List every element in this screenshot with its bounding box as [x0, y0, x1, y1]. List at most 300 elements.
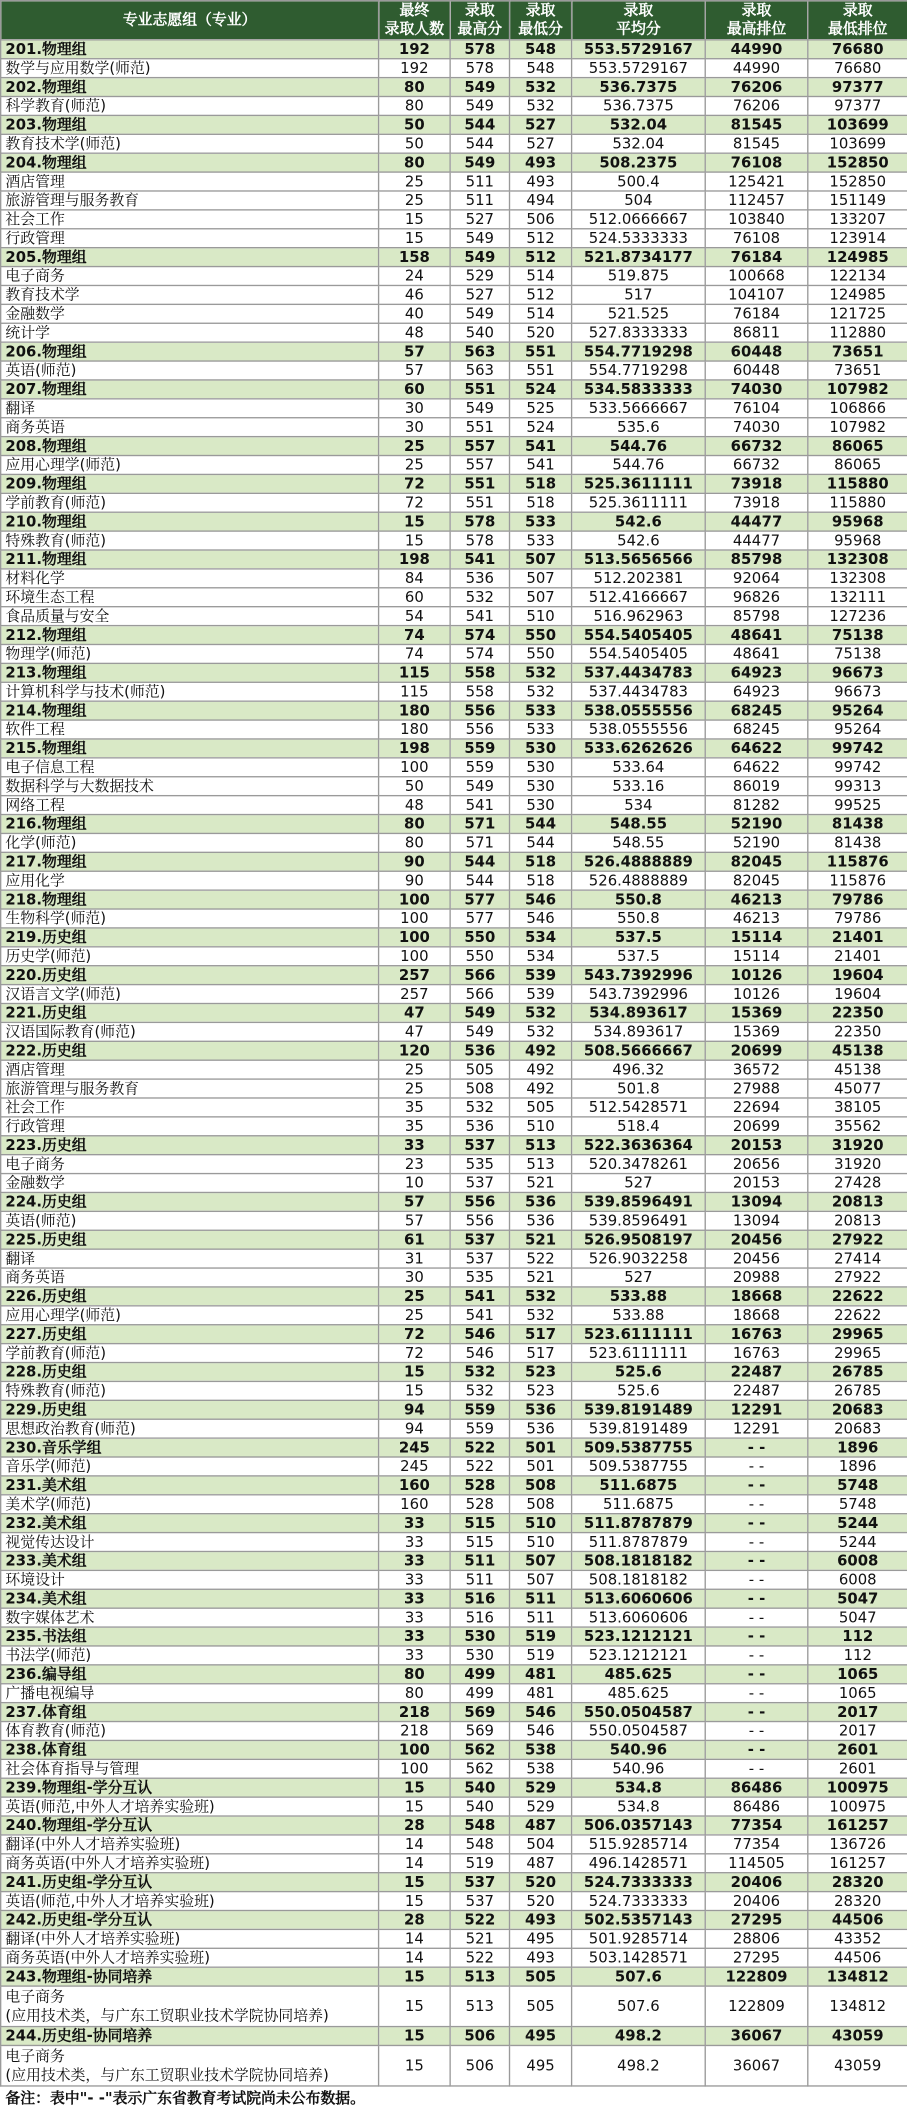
max-score-cell: 506	[450, 2027, 509, 2046]
enroll-count-cell: 14	[379, 1948, 451, 1967]
major-name-cell: 商务英语	[1, 1268, 379, 1287]
enroll-count-cell: 33	[379, 1570, 451, 1589]
worst-rank-cell: 38105	[808, 1098, 907, 1117]
min-score-cell: 512	[510, 285, 572, 304]
avg-score-cell: 511.6875	[572, 1495, 706, 1514]
worst-rank-cell: 97377	[808, 97, 907, 116]
avg-score-cell: 485.625	[572, 1684, 706, 1703]
worst-rank-cell: 22622	[808, 1306, 907, 1325]
min-score-cell: 539	[510, 966, 572, 985]
group-name-cell: 238.体育组	[1, 1740, 379, 1759]
enroll-count-cell: 120	[379, 1041, 451, 1060]
major-row	[1, 399, 907, 418]
max-score-cell: 516	[450, 1608, 509, 1627]
min-score-cell: 529	[510, 1778, 572, 1797]
avg-score-cell: 534.8	[572, 1797, 706, 1816]
worst-rank-cell: 5047	[808, 1589, 907, 1608]
min-score-cell: 527	[510, 134, 572, 153]
max-score-cell: 562	[450, 1759, 509, 1778]
best-rank-cell: 60448	[705, 342, 808, 361]
avg-score-cell: 542.6	[572, 531, 706, 550]
enroll-count-cell: 54	[379, 607, 451, 626]
max-score-cell: 540	[450, 1797, 509, 1816]
enroll-count-cell: 50	[379, 115, 451, 134]
worst-rank-cell: 96673	[808, 663, 907, 682]
min-score-cell: 481	[510, 1665, 572, 1684]
best-rank-cell: 96826	[705, 588, 808, 607]
enroll-count-cell: 115	[379, 682, 451, 701]
worst-rank-cell: 112880	[808, 323, 907, 342]
avg-score-cell: 548.55	[572, 815, 706, 834]
best-rank-cell: 82045	[705, 852, 808, 871]
worst-rank-cell: 75138	[808, 626, 907, 645]
min-score-cell: 517	[510, 1325, 572, 1344]
major-row	[1, 1684, 907, 1703]
major-name-cell: 统计学	[1, 323, 379, 342]
major-row	[1, 720, 907, 739]
best-rank-cell: 76108	[705, 229, 808, 248]
worst-rank-cell: 19604	[808, 966, 907, 985]
worst-rank-cell: 99525	[808, 796, 907, 815]
best-rank-cell: 64622	[705, 758, 808, 777]
min-score-cell: 534	[510, 928, 572, 947]
worst-rank-cell: 122134	[808, 267, 907, 286]
group-row	[1, 663, 907, 682]
min-score-cell: 510	[510, 1533, 572, 1552]
group-name-cell: 217.物理组	[1, 852, 379, 871]
max-score-cell: 511	[450, 1570, 509, 1589]
enroll-count-cell: 245	[379, 1438, 451, 1457]
major-name-cell: 英语(师范)	[1, 361, 379, 380]
max-score-cell: 556	[450, 1192, 509, 1211]
major-name-cell: 酒店管理	[1, 172, 379, 191]
avg-score-cell: 533.5666667	[572, 399, 706, 418]
avg-score-cell: 501.9285714	[572, 1929, 706, 1948]
max-score-cell: 574	[450, 644, 509, 663]
avg-score-cell: 501.8	[572, 1079, 706, 1098]
enroll-count-cell: 35	[379, 1098, 451, 1117]
max-score-cell: 559	[450, 1400, 509, 1419]
enroll-count-cell: 25	[379, 437, 451, 456]
major-name-cell: 酒店管理	[1, 1060, 379, 1079]
avg-score-cell: 508.5666667	[572, 1041, 706, 1060]
best-rank-cell: 44477	[705, 512, 808, 531]
max-score-cell: 549	[450, 229, 509, 248]
max-score-cell: 511	[450, 172, 509, 191]
group-name-cell: 227.历史组	[1, 1325, 379, 1344]
major-row	[1, 1570, 907, 1589]
min-score-cell: 532	[510, 1004, 572, 1023]
min-score-cell: 532	[510, 97, 572, 116]
best-rank-cell: 22694	[705, 1098, 808, 1117]
major-name-cell: 行政管理	[1, 1117, 379, 1136]
best-rank-cell: 52190	[705, 815, 808, 834]
max-score-cell: 515	[450, 1533, 509, 1552]
major-name-cell: 行政管理	[1, 229, 379, 248]
group-row	[1, 1627, 907, 1646]
major-name-cell: 旅游管理与服务教育	[1, 1079, 379, 1098]
best-rank-cell: 74030	[705, 380, 808, 399]
max-score-cell: 540	[450, 323, 509, 342]
enroll-count-cell: 33	[379, 1627, 451, 1646]
avg-score-cell: 520.3478261	[572, 1155, 706, 1174]
major-row	[1, 1759, 907, 1778]
min-score-cell: 530	[510, 758, 572, 777]
major-name-cell: 教育技术学	[1, 285, 379, 304]
major-row	[1, 210, 907, 229]
enroll-count-cell: 74	[379, 626, 451, 645]
worst-rank-cell: 5748	[808, 1495, 907, 1514]
best-rank-cell: 27295	[705, 1911, 808, 1930]
group-name-cell: 213.物理组	[1, 663, 379, 682]
avg-score-cell: 550.0504587	[572, 1703, 706, 1722]
avg-score-cell: 533.6262626	[572, 739, 706, 758]
avg-score-cell: 521.8734177	[572, 248, 706, 267]
max-score-cell: 559	[450, 758, 509, 777]
group-name-cell: 204.物理组	[1, 153, 379, 172]
min-score-cell: 521	[510, 1230, 572, 1249]
max-score-cell: 532	[450, 1098, 509, 1117]
enroll-count-cell: 25	[379, 191, 451, 210]
major-name-cell: 广播电视编导	[1, 1684, 379, 1703]
best-rank-cell: 76104	[705, 399, 808, 418]
worst-rank-cell: 27414	[808, 1249, 907, 1268]
best-rank-cell: 76108	[705, 153, 808, 172]
best-rank-cell: 46213	[705, 890, 808, 909]
avg-score-cell: 535.6	[572, 418, 706, 437]
max-score-cell: 578	[450, 531, 509, 550]
footnote: 备注：表中"- -"表示广东省教育考试院尚未公布数据。	[5, 2089, 365, 2107]
min-score-cell: 505	[510, 1967, 572, 1986]
avg-score-cell: 526.4888889	[572, 871, 706, 890]
group-name-cell: 202.物理组	[1, 78, 379, 97]
min-score-cell: 518	[510, 852, 572, 871]
header-max-score: 录取 最高分	[450, 1, 509, 40]
max-score-cell: 544	[450, 134, 509, 153]
major-row	[1, 1381, 907, 1400]
enroll-count-cell: 80	[379, 1684, 451, 1703]
enroll-count-cell: 30	[379, 418, 451, 437]
best-rank-cell: 16763	[705, 1325, 808, 1344]
major-name-cell: 环境生态工程	[1, 588, 379, 607]
enroll-count-cell: 25	[379, 1287, 451, 1306]
enroll-count-cell: 72	[379, 1325, 451, 1344]
best-rank-cell: 44990	[705, 59, 808, 78]
major-name-cell: 英语(师范)	[1, 1211, 379, 1230]
avg-score-cell: 526.9508197	[572, 1230, 706, 1249]
group-row	[1, 1589, 907, 1608]
enroll-count-cell: 15	[379, 1873, 451, 1892]
major-name-cell: 美术学(师范)	[1, 1495, 379, 1514]
avg-score-cell: 498.2	[572, 2027, 706, 2046]
min-score-cell: 548	[510, 40, 572, 59]
avg-score-cell: 500.4	[572, 172, 706, 191]
worst-rank-cell: 100975	[808, 1797, 907, 1816]
max-score-cell: 522	[450, 1438, 509, 1457]
max-score-cell: 527	[450, 210, 509, 229]
enroll-count-cell: 60	[379, 380, 451, 399]
major-row	[1, 1344, 907, 1363]
avg-score-cell: 527	[572, 1268, 706, 1287]
avg-score-cell: 553.5729167	[572, 59, 706, 78]
best-rank-cell: 64923	[705, 663, 808, 682]
min-score-cell: 519	[510, 1646, 572, 1665]
group-row	[1, 1873, 907, 1892]
min-score-cell: 533	[510, 701, 572, 720]
best-rank-cell: 52190	[705, 833, 808, 852]
major-name-cell: 英语(师范,中外人才培养实验班)	[1, 1892, 379, 1911]
avg-score-cell: 523.1212121	[572, 1627, 706, 1646]
enroll-count-cell: 15	[379, 2027, 451, 2046]
max-score-cell: 527	[450, 285, 509, 304]
max-score-cell: 559	[450, 1419, 509, 1438]
min-score-cell: 541	[510, 437, 572, 456]
worst-rank-cell: 95968	[808, 512, 907, 531]
best-rank-cell: 20153	[705, 1136, 808, 1155]
avg-score-cell: 537.4434783	[572, 663, 706, 682]
min-score-cell: 510	[510, 1514, 572, 1533]
best-rank-cell: - -	[705, 1703, 808, 1722]
major-name-line: 电子商务	[5, 2046, 65, 2065]
max-score-cell: 536	[450, 1117, 509, 1136]
min-score-cell: 492	[510, 1060, 572, 1079]
avg-score-cell: 534.893617	[572, 1022, 706, 1041]
enroll-count-cell: 90	[379, 852, 451, 871]
min-score-cell: 541	[510, 456, 572, 475]
group-row	[1, 928, 907, 947]
enroll-count-cell: 23	[379, 1155, 451, 1174]
avg-score-cell: 512.4166667	[572, 588, 706, 607]
major-name-cell: 体育教育(师范)	[1, 1722, 379, 1741]
enroll-count-cell: 218	[379, 1703, 451, 1722]
min-score-cell: 512	[510, 229, 572, 248]
max-score-cell: 541	[450, 1306, 509, 1325]
best-rank-cell: - -	[705, 1495, 808, 1514]
min-score-cell: 530	[510, 739, 572, 758]
group-name-cell: 242.历史组-学分互认	[1, 1911, 379, 1930]
best-rank-cell: 36067	[705, 2027, 808, 2046]
avg-score-cell: 538.0555556	[572, 720, 706, 739]
enroll-count-cell: 80	[379, 833, 451, 852]
worst-rank-cell: 97377	[808, 78, 907, 97]
avg-score-cell: 544.76	[572, 437, 706, 456]
worst-rank-cell: 99742	[808, 758, 907, 777]
worst-rank-cell: 2017	[808, 1722, 907, 1741]
best-rank-cell: - -	[705, 1722, 808, 1741]
enroll-count-cell: 15	[379, 512, 451, 531]
max-score-cell: 521	[450, 1929, 509, 1948]
best-rank-cell: 20988	[705, 1268, 808, 1287]
worst-rank-cell: 115876	[808, 871, 907, 890]
min-score-cell: 530	[510, 777, 572, 796]
major-row	[1, 267, 907, 286]
max-score-cell: 563	[450, 361, 509, 380]
avg-score-cell: 519.875	[572, 267, 706, 286]
min-score-cell: 494	[510, 191, 572, 210]
major-row	[1, 607, 907, 626]
best-rank-cell: 86486	[705, 1778, 808, 1797]
group-name-cell: 207.物理组	[1, 380, 379, 399]
min-score-cell: 508	[510, 1476, 572, 1495]
best-rank-cell: 66732	[705, 456, 808, 475]
best-rank-cell: 104107	[705, 285, 808, 304]
worst-rank-cell: 76680	[808, 40, 907, 59]
min-score-cell: 487	[510, 1816, 572, 1835]
avg-score-cell: 540.96	[572, 1759, 706, 1778]
max-score-cell: 537	[450, 1174, 509, 1193]
avg-score-cell: 508.1818182	[572, 1570, 706, 1589]
worst-rank-cell: 95264	[808, 701, 907, 720]
enroll-count-cell: 218	[379, 1722, 451, 1741]
min-score-cell: 518	[510, 871, 572, 890]
major-name-cell: 书法学(师范)	[1, 1646, 379, 1665]
max-score-cell: 548	[450, 1816, 509, 1835]
major-name-cell: 电子商务	[1, 267, 379, 286]
major-name-cell: 特殊教育(师范)	[1, 1381, 379, 1400]
group-name-cell: 226.历史组	[1, 1287, 379, 1306]
min-score-cell: 495	[510, 2045, 572, 2085]
group-row	[1, 1816, 907, 1835]
major-name-cell: 商务英语(中外人才培养实验班)	[1, 1948, 379, 1967]
enroll-count-cell: 80	[379, 1665, 451, 1684]
max-score-cell: 562	[450, 1740, 509, 1759]
major-name-cell: 旅游管理与服务教育	[1, 191, 379, 210]
worst-rank-cell: 75138	[808, 644, 907, 663]
avg-score-cell: 553.5729167	[572, 40, 706, 59]
min-score-cell: 504	[510, 1835, 572, 1854]
group-name-cell: 236.编导组	[1, 1665, 379, 1684]
worst-rank-cell: 22350	[808, 1004, 907, 1023]
enroll-count-cell: 180	[379, 701, 451, 720]
max-score-cell: 566	[450, 985, 509, 1004]
avg-score-cell: 525.6	[572, 1363, 706, 1382]
min-score-cell: 544	[510, 833, 572, 852]
major-name-cell: 教育技术学(师范)	[1, 134, 379, 153]
max-score-cell: 536	[450, 1041, 509, 1060]
best-rank-cell: 15114	[705, 928, 808, 947]
worst-rank-cell: 27922	[808, 1230, 907, 1249]
worst-rank-cell: 132308	[808, 569, 907, 588]
avg-score-cell: 526.4888889	[572, 852, 706, 871]
avg-score-cell: 524.7333333	[572, 1892, 706, 1911]
avg-score-cell: 550.8	[572, 890, 706, 909]
major-name-cell: 翻译	[1, 399, 379, 418]
best-rank-cell: 10126	[705, 985, 808, 1004]
avg-score-cell: 521.525	[572, 304, 706, 323]
best-rank-cell: 20406	[705, 1873, 808, 1892]
best-rank-cell: - -	[705, 1457, 808, 1476]
min-score-cell: 508	[510, 1495, 572, 1514]
worst-rank-cell: 27428	[808, 1174, 907, 1193]
avg-score-cell: 533.88	[572, 1287, 706, 1306]
worst-rank-cell: 127236	[808, 607, 907, 626]
max-score-cell: 541	[450, 550, 509, 569]
major-row	[1, 777, 907, 796]
best-rank-cell: - -	[705, 1551, 808, 1570]
min-score-cell: 546	[510, 1722, 572, 1741]
major-row	[1, 1929, 907, 1948]
best-rank-cell: 122809	[705, 1967, 808, 1986]
min-score-cell: 527	[510, 115, 572, 134]
enroll-count-cell: 100	[379, 947, 451, 966]
group-name-cell: 218.物理组	[1, 890, 379, 909]
best-rank-cell: 114505	[705, 1854, 808, 1873]
worst-rank-cell: 45138	[808, 1060, 907, 1079]
min-score-cell: 493	[510, 172, 572, 191]
major-row	[1, 172, 907, 191]
avg-score-cell: 527.8333333	[572, 323, 706, 342]
worst-rank-cell: 112	[808, 1627, 907, 1646]
min-score-cell: 506	[510, 210, 572, 229]
enroll-count-cell: 115	[379, 663, 451, 682]
major-name-cell: 化学(师范)	[1, 833, 379, 852]
worst-rank-cell: 103699	[808, 115, 907, 134]
max-score-cell: 558	[450, 663, 509, 682]
worst-rank-cell: 2017	[808, 1703, 907, 1722]
major-name-cell	[1, 2045, 379, 2085]
best-rank-cell: 15369	[705, 1022, 808, 1041]
worst-rank-cell: 81438	[808, 815, 907, 834]
enroll-count-cell: 72	[379, 493, 451, 512]
group-row	[1, 1703, 907, 1722]
worst-rank-cell: 124985	[808, 248, 907, 267]
min-score-cell: 520	[510, 323, 572, 342]
avg-score-cell: 548.55	[572, 833, 706, 852]
max-score-cell: 578	[450, 59, 509, 78]
group-row	[1, 1230, 907, 1249]
worst-rank-cell: 43352	[808, 1929, 907, 1948]
max-score-cell: 569	[450, 1722, 509, 1741]
group-row	[1, 852, 907, 871]
max-score-cell: 528	[450, 1476, 509, 1495]
group-row	[1, 550, 907, 569]
avg-score-cell: 533.64	[572, 758, 706, 777]
avg-score-cell: 538.0555556	[572, 701, 706, 720]
best-rank-cell: 36067	[705, 2045, 808, 2085]
min-score-cell: 534	[510, 947, 572, 966]
header-avg-score: 录取 平均分	[572, 1, 706, 40]
max-score-cell: 548	[450, 1835, 509, 1854]
best-rank-cell: 76184	[705, 304, 808, 323]
major-row	[1, 1419, 907, 1438]
worst-rank-cell: 86065	[808, 437, 907, 456]
best-rank-cell: 85798	[705, 550, 808, 569]
worst-rank-cell: 28320	[808, 1892, 907, 1911]
max-score-cell: 541	[450, 796, 509, 815]
best-rank-cell: 64923	[705, 682, 808, 701]
best-rank-cell: 48641	[705, 626, 808, 645]
best-rank-cell: 64622	[705, 739, 808, 758]
group-row	[1, 1192, 907, 1211]
max-score-cell: 515	[450, 1514, 509, 1533]
max-score-cell: 513	[450, 1986, 509, 2026]
major-name-cell: 学前教育(师范)	[1, 1344, 379, 1363]
worst-rank-cell: 20813	[808, 1211, 907, 1230]
group-row	[1, 1476, 907, 1495]
group-row	[1, 1136, 907, 1155]
major-name-cell: 材料化学	[1, 569, 379, 588]
group-name-cell: 201.物理组	[1, 40, 379, 59]
worst-rank-cell: 76680	[808, 59, 907, 78]
major-row	[1, 323, 907, 342]
major-name-cell: 社会工作	[1, 210, 379, 229]
major-row	[1, 1854, 907, 1873]
enroll-count-cell: 84	[379, 569, 451, 588]
best-rank-cell: 22487	[705, 1363, 808, 1382]
group-row	[1, 115, 907, 134]
worst-rank-cell: 152850	[808, 153, 907, 172]
min-score-cell: 511	[510, 1608, 572, 1627]
